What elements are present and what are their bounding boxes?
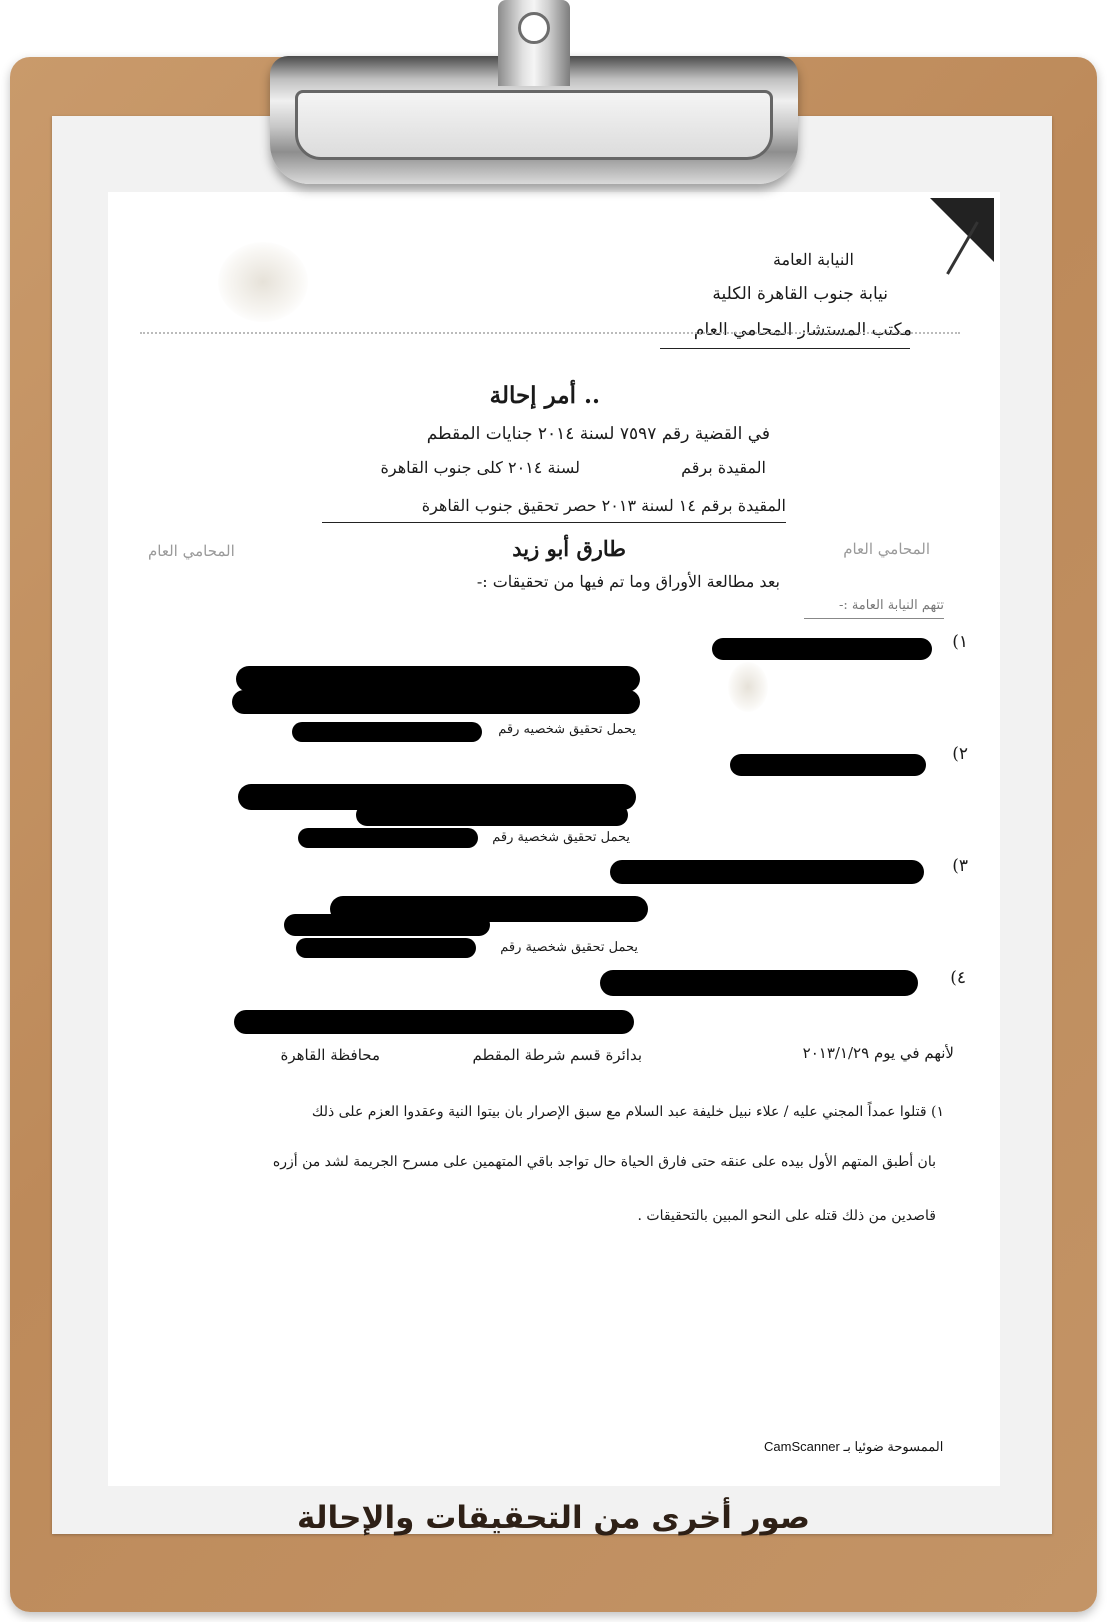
image-caption: صور أخرى من التحقيقات والإحالة [297, 1500, 810, 1536]
accused-2-number: ٢) [952, 744, 968, 764]
order-title: .. أمر إحالة [489, 382, 600, 409]
accused-3-id: يحمل تحقيق شخصية رقم [500, 940, 638, 955]
registered-1-label: المقيدة برقم [681, 458, 766, 477]
official-name: طارق أبو زيد [512, 536, 626, 561]
intro-line: بعد مطالعة الأوراق وما تم فيها من تحقيقات :- [476, 572, 780, 591]
accused-3-number: ٣) [952, 856, 968, 876]
header-line-1: النيابة العامة [772, 250, 854, 269]
accused-1-number: ١) [952, 632, 968, 652]
incident-date: لأنهم في يوم ٢٠١٣/١/٢٩ [802, 1044, 954, 1062]
camscanner-watermark: الممسوحة ضوئيا بـ CamScanner [764, 1437, 974, 1457]
accused-heading: تتهم النيابة العامة :- [838, 598, 944, 613]
clip-hole-icon [518, 12, 550, 44]
incident-district: بدائرة قسم شرطة المقطم [472, 1046, 642, 1064]
header-line-2: نيابة جنوب القاهرة الكلية [712, 284, 888, 304]
accused-4-number: ٤) [950, 968, 966, 988]
incident-governorate: محافظة القاهرة [280, 1046, 380, 1064]
charge-line-2: بان أطبق المتهم الأول بيده على عنقه حتى فارق الحياة حال تواجد باقي المتهمين على مسرح الجريمة لشد من أزره [272, 1154, 936, 1170]
header-line-3: مكتب المستشار المحامي العام [693, 320, 912, 340]
registered-1-value: لسنة ٢٠١٤ كلى جنوب القاهرة [380, 458, 580, 477]
registered-2: المقيدة برقم ١٤ لسنة ٢٠١٣ حصر تحقيق جنوب القاهرة [421, 496, 786, 515]
charge-line-3: قاصدين من ذلك قتله على النحو المبين بالتحقيقات . [637, 1208, 936, 1224]
accused-2-id: يحمل تحقيق شخصية رقم [492, 830, 630, 845]
scanned-document: النيابة العامة نيابة جنوب القاهرة الكلية مكتب المستشار المحامي العام .. أمر إحالة في القضية رقم ٧٥٩٧ لسنة ٢٠١٤ جنايات المقطم المقيدة برقم لسنة ٢٠١٤ كلى جنوب القاهرة المقيدة برقم ١٤ لسنة ٢٠١٣ حصر تحقيق جنوب القاهرة طارق أبو زيد المحامي العام المحامي العام بعد مطالعة الأوراق وما تم فيها من تحقيقات :- تتهم النيابة العامة :- ١) يحمل تحقيق شخصيه رقم ٢) يحمل تحقيق شخصية رقم ٣) يحمل تحقيق شخصية رقم ٤) لأنهم في يوم ٢٠١٣/١/٢٩ بدائرة قسم شرطة المقطم محافظة القاهرة ١) قتلوا عمداً المجني عليه / علاء نبيل خليفة عبد السلام مع سبق الإصرار بان بيتوا النية وعقدوا العزم على ذلك بان أطبق المتهم الأول بيده على عنقه حتى فارق الحياة حال تواجد باقي المتهمين على مسرح الجريمة لشد من أزره قاصدين من ذلك قتله على النحو المبين بالتحقيقات . [108, 192, 1000, 1486]
corner-mark-icon [930, 198, 994, 262]
charge-line-1: ١) قتلوا عمداً المجني عليه / علاء نبيل خليفة عبد السلام مع سبق الإصرار بان بيتوا النية وعقدوا العزم على ذلك [311, 1104, 944, 1120]
case-line: في القضية رقم ٧٥٩٧ لسنة ٢٠١٤ جنايات المقطم [426, 424, 770, 444]
accused-1-id: يحمل تحقيق شخصيه رقم [498, 722, 636, 737]
clip-window [295, 90, 773, 160]
